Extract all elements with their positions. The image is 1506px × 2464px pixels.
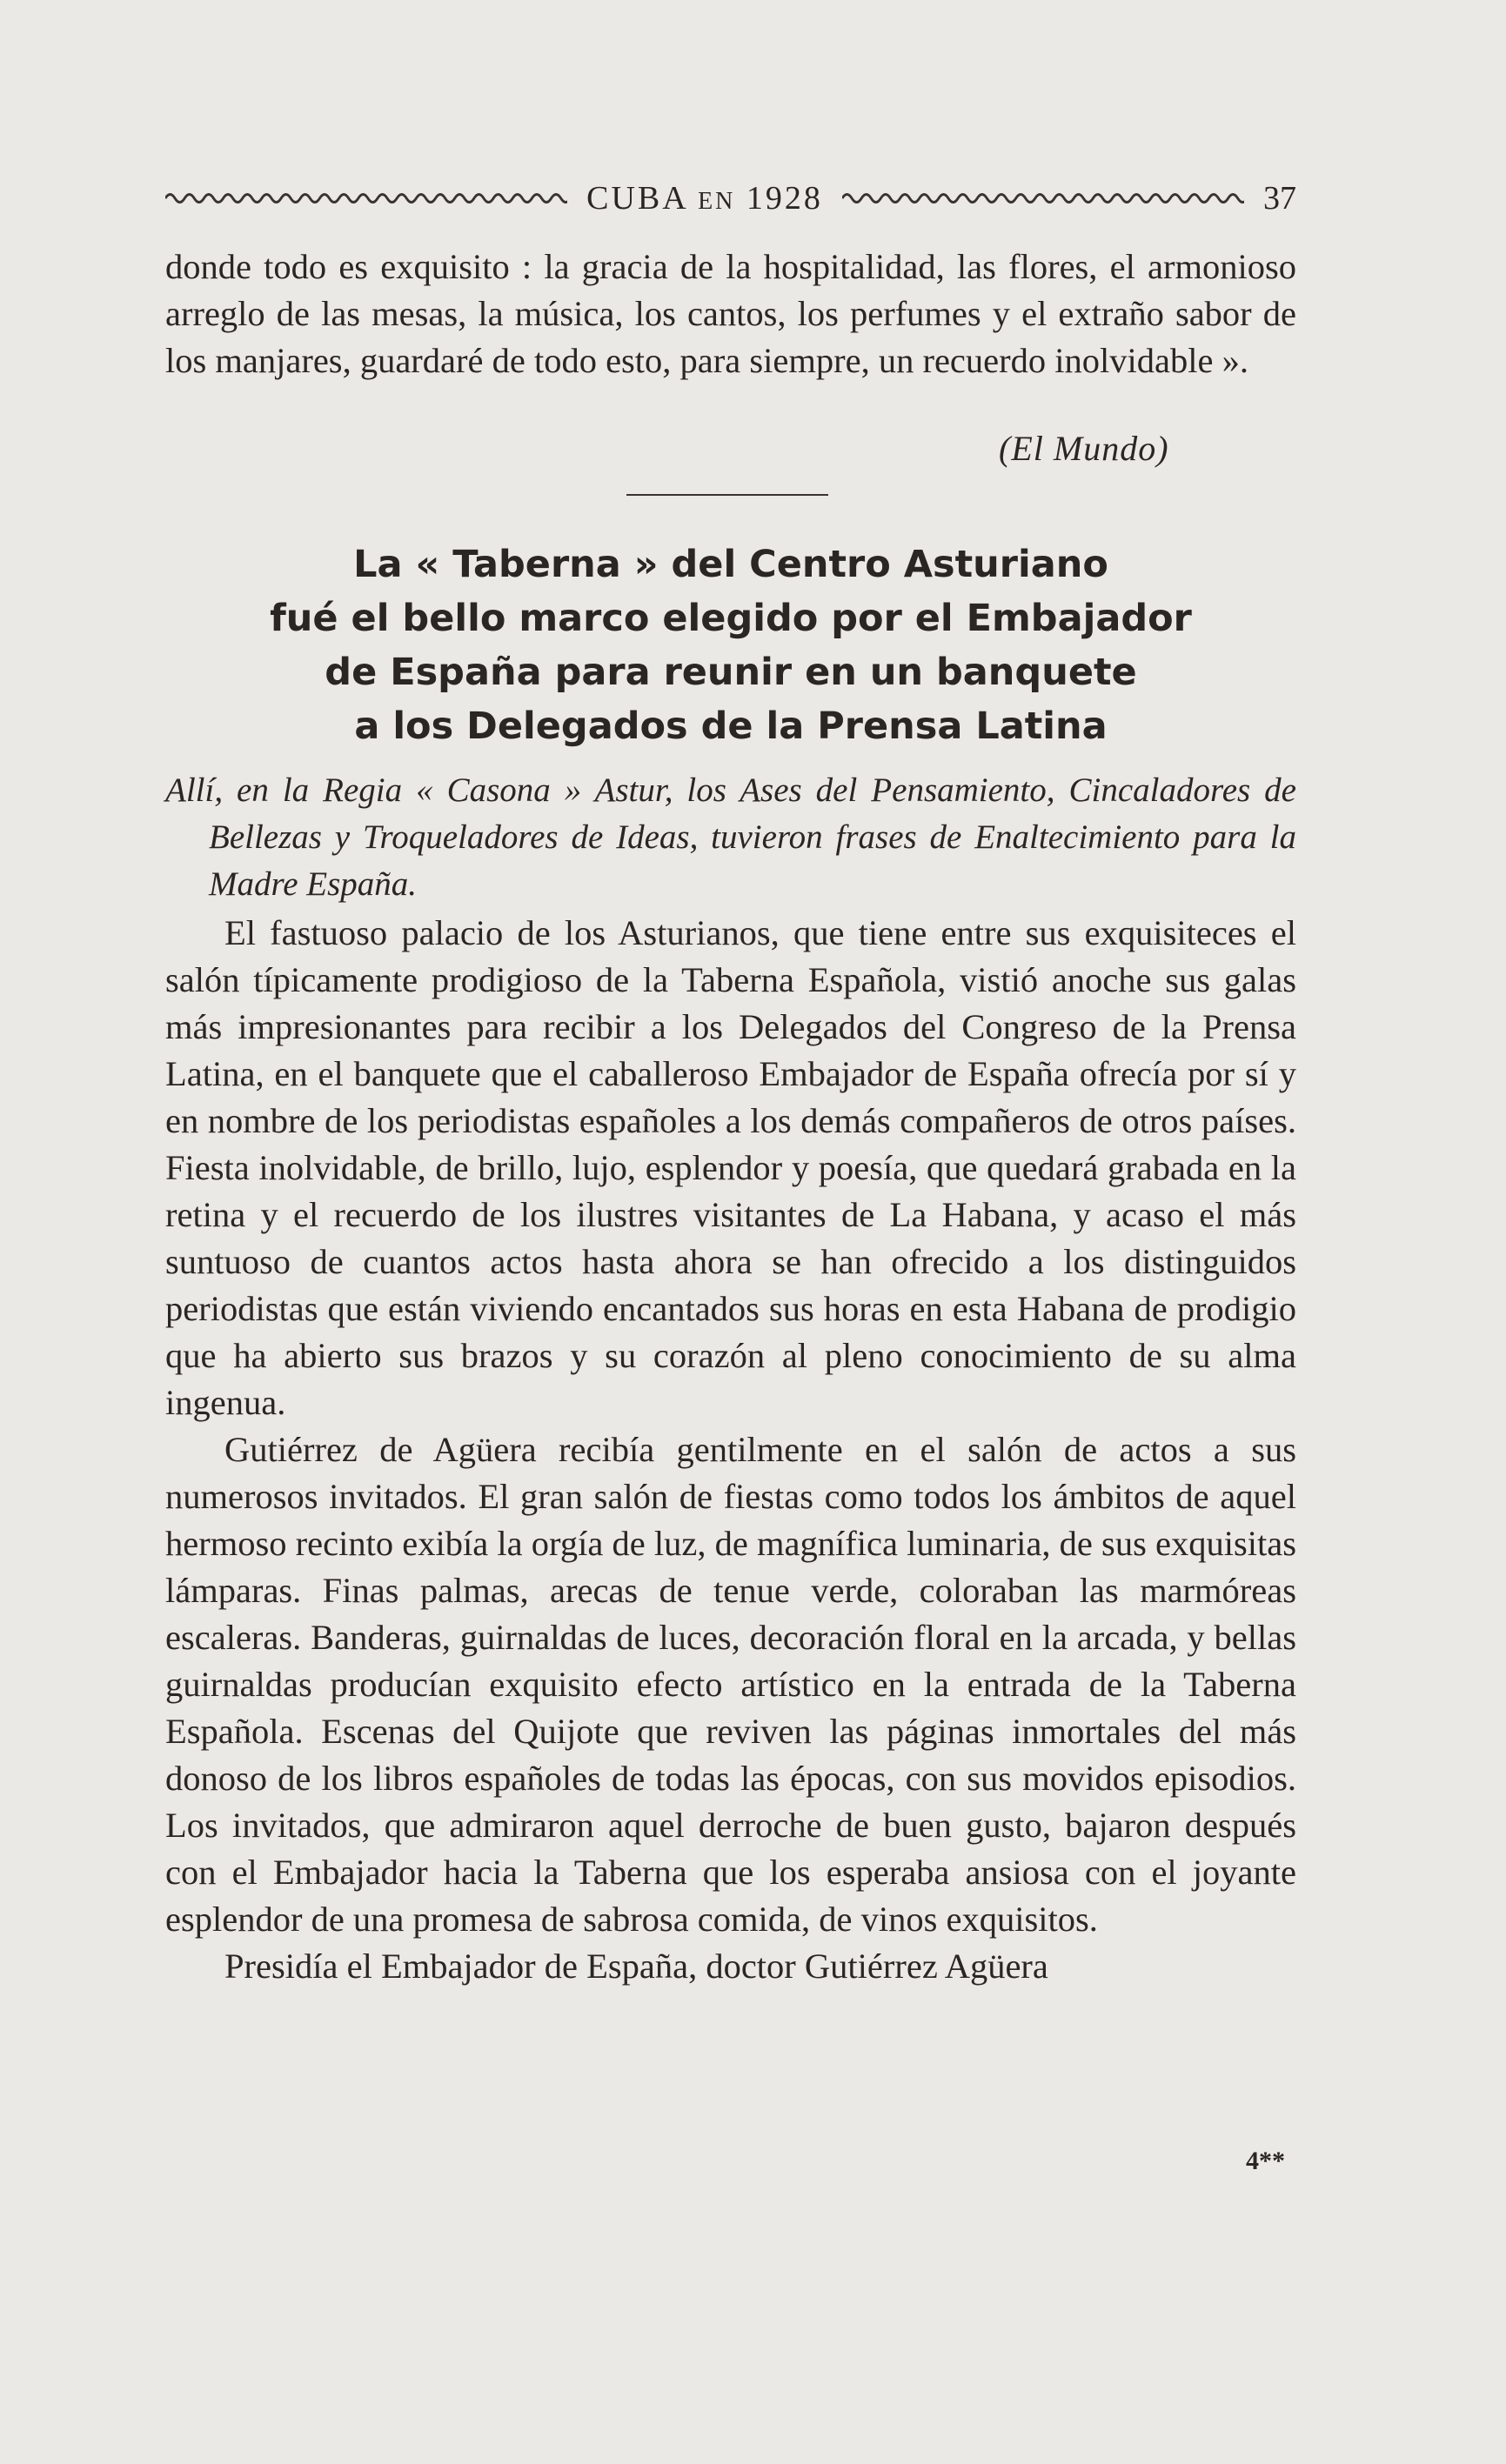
wavy-ornament-right <box>842 189 1244 208</box>
body-paragraph: Gutiérrez de Agüera recibía gentilmente en el salón de actos a sus numerosos invitados. El gran salón de fiestas como todos los ámbitos de aquel hermoso recinto exibía la orgía de luz, de magnífica luminaria, de sus exquisitas lámparas. Finas palmas, arecas de tenue verde, coloraban las marmóreas escaleras. Banderas, guirnaldas de luces, decoración floral en la arcada, y bellas guirnaldas producían exquisito efecto artístico en la entrada de la Taberna Española. Escenas del Quijote que reviven las páginas inmortales del más donoso de los libros españoles de todas las épocas, con sus movidos episodios. Los invitados, que admiraron aquel derroche de buen gusto, bajaron después con el Embajador hacia la Taberna que los esperaba ansiosa con el joyante esplendor de una promesa de sabrosa comida, de vinos exquisitos. <box>165 1430 1296 1939</box>
running-head-title <box>586 179 823 217</box>
article-headline <box>165 538 1296 753</box>
wavy-ornament-left <box>165 189 567 208</box>
running-head-en: EN <box>698 188 736 215</box>
section-divider <box>626 494 828 496</box>
headline-line-4: a los Delegados de la Prensa Latina <box>354 704 1108 748</box>
opening-paragraph-block <box>165 244 1296 384</box>
headline-line-1: La « Taberna » del Centro Asturiano <box>353 543 1108 586</box>
opening-paragraph: donde todo es exquisito : la gracia de la hospitalidad, las flores, el armonioso arreglo de las mesas, la música, los cantos, los perfumes y el extraño sabor de los manjares, guardaré de todo esto, para siempre, un recuerdo inolvidable ». <box>165 247 1296 380</box>
running-head-year: 1928 <box>746 180 823 217</box>
headline-line-3: de España para reunir en un banquete <box>325 651 1137 694</box>
page-number: 37 <box>1263 180 1296 217</box>
running-head-cuba: CUBA <box>586 180 687 217</box>
article-body <box>165 910 1296 1990</box>
body-paragraph: Presidía el Embajador de España, doctor Gutiérrez Agüera <box>224 1946 1048 1986</box>
body-paragraph: El fastuoso palacio de los Asturianos, que tiene entre sus exquisiteces el salón típicamente prodigioso de la Taberna Española, vistió anoche sus galas más impresionantes para recibir a los Delegados del Congreso de la Prensa Latina, en el banquete que el caballeroso Embajador de España ofrecía por sí y en nombre de los periodistas españoles a los demás compañeros de otros países. Fiesta inolvidable, de brillo, lujo, esplendor y poesía, que quedará grabada en la retina y el recuerdo de los ilustres visitantes de La Habana, y acaso el más suntuoso de cuantos actos hasta ahora se han ofrecido a los distinguidos periodistas que están viviendo encantados sus horas en esta Habana de prodigio que ha abierto sus brazos y su corazón al pleno conocimiento de su alma ingenua. <box>165 913 1296 1422</box>
printer-signature-mark: 4** <box>1246 2147 1285 2175</box>
source-citation: (El Mundo) <box>999 429 1169 468</box>
subheadline-text: Allí, en la Regia « Casona » Astur, los Ases del Pensamiento, Cincaladores de Bellezas y Troqueladores de Ideas, tuvieron frases de Enaltecimiento para la Madre España. <box>165 771 1296 903</box>
article-subheadline <box>165 767 1296 908</box>
running-head <box>165 174 1296 223</box>
headline-line-2: fué el bello marco elegido por el Embajador <box>270 597 1192 640</box>
